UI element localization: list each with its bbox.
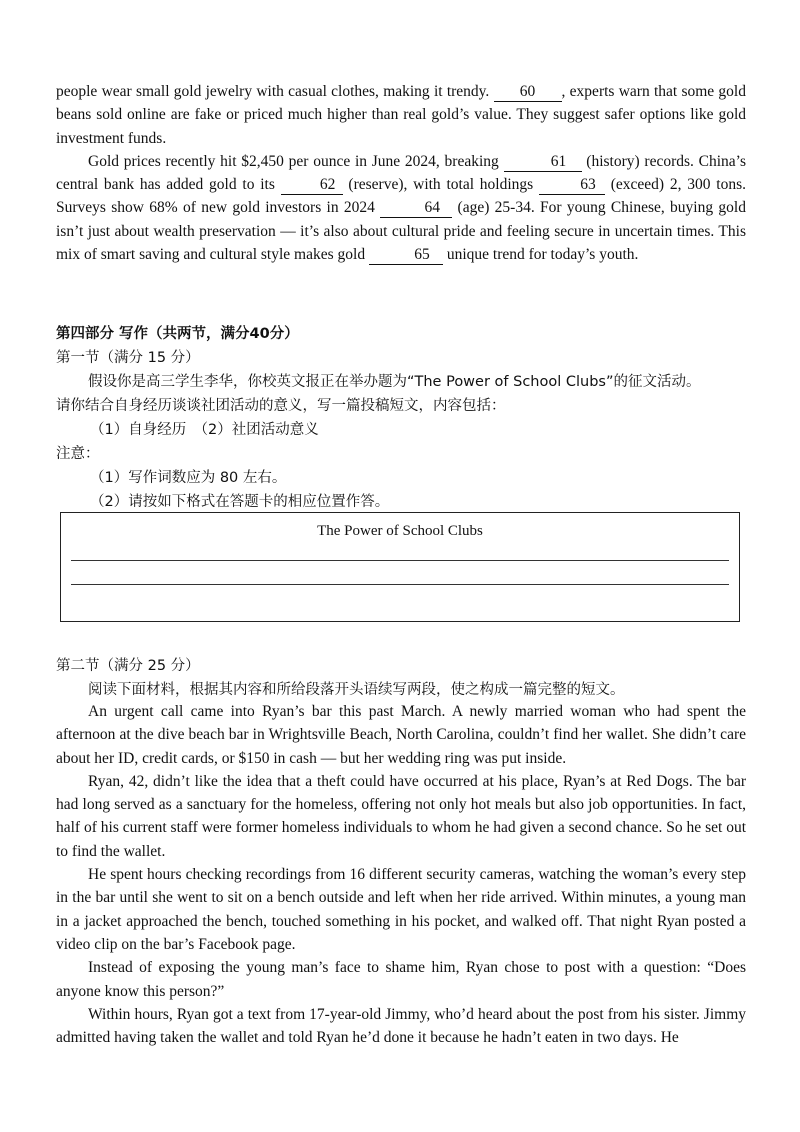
section2-instruction: 阅读下面材料，根据其内容和所给段落开头语续写两段，使之构成一篇完整的短文。 [88, 682, 625, 698]
section1-prompt-2: 请你结合自身经历谈谈社团活动的意义，写一篇投稿短文，内容包括： [56, 398, 506, 414]
blank-62: 62 [281, 176, 343, 195]
note-2: （2）请按如下格式在答题卡的相应位置作答。 [90, 494, 390, 510]
cloze-passage-end [56, 80, 746, 266]
cloze-paragraph-1 [56, 80, 746, 150]
text-run: unique trend for today’s youth. [442, 246, 639, 264]
blank-60: 60 [494, 83, 562, 102]
text-run: Gold prices recently hit $2,450 per ounce in June 2024, breaking [88, 152, 504, 170]
section1-prompt-1: 假设你是高三学生李华，你校英文报正在举办题为“The Power of School Clubs”的征文活动。 [88, 374, 701, 390]
text-run: (history) records. China’s central bank has added gold to its [56, 152, 747, 194]
note-label: 注意： [56, 446, 100, 462]
story-paragraph: Ryan, 42, didn’t like the idea that a theft could have occurred at his place, Ryan’s at Red Dogs. The bar had long served as a sanctuary for the homeless, offering not only hot meals but also job opportunities. In fact, half of his current staff were former homeless individuals to whom he had given a second chance. So he set out to find the wallet. [56, 772, 746, 860]
story-passage [56, 700, 746, 1049]
story-paragraph: Instead of exposing the young man’s face to shame him, Ryan chose to post with a question: “Does anyone know this person?” [56, 959, 746, 1000]
blank-65: 65 [369, 246, 443, 265]
section1-points: （1）自身经历 （2）社团活动意义 [90, 422, 319, 438]
story-paragraph: Within hours, Ryan got a text from 17-year-old Jimmy, who’d heard about the post from his sister. Jimmy admitted having taken the wallet and told Ryan he’d done it because he hadn’t eaten in two days. He [56, 1005, 746, 1047]
note-1: （1）写作词数应为 80 左右。 [90, 470, 287, 486]
answer-box-title: The Power of School Clubs [317, 523, 483, 539]
text-run: (exceed) 2, 300 tons. Surveys show 68% of new gold investors in 2024 [56, 176, 746, 217]
answer-line [71, 560, 729, 561]
text-run: (age) 25-34. For young Chinese, buying gold isn’t just about wealth preservation — it’s also about cultural pride and feeling secure in uncertain times. This mix of smart saving and cultural style makes gold [56, 199, 746, 264]
story-paragraph: An urgent call came into Ryan’s bar this past March. A newly married woman who had spent the afternoon at the dive beach bar in Wrightsville Beach, North Carolina, couldn’t find her wallet. She didn’t care about her ID, credit cards, or $150 in cash — but her wedding ring was put inside. [56, 703, 746, 767]
section1-title: 第一节（满分 15 分） [56, 350, 200, 366]
text-run: (reserve), with total holdings [342, 176, 539, 194]
story-paragraph: He spent hours checking recordings from 16 different security cameras, watching the woman’s every step in the bar until she went to sit on a bench outside and left when her ride arrived. Within minutes, a young man in a jacket approached the bench, touched something in his pocket, and walked off. That night Ryan posted a video clip on the bar’s Facebook page. [56, 866, 746, 953]
text-run: , experts warn that some gold beans sold online are fake or priced much higher than real gold’s value. They suggest safer options like gold investment funds. [56, 83, 746, 147]
blank-61: 61 [504, 153, 582, 172]
cloze-paragraph-2 [56, 150, 746, 266]
answer-line [71, 584, 729, 585]
section2-title: 第二节（满分 25 分） [56, 658, 200, 674]
blank-64: 64 [380, 199, 452, 218]
answer-format-box [60, 512, 740, 622]
part4-heading: 第四部分 写作（共两节，满分40分） [56, 326, 299, 342]
text-run: people wear small gold jewelry with casual clothes, making it trendy. [56, 83, 494, 100]
blank-63: 63 [539, 176, 605, 195]
